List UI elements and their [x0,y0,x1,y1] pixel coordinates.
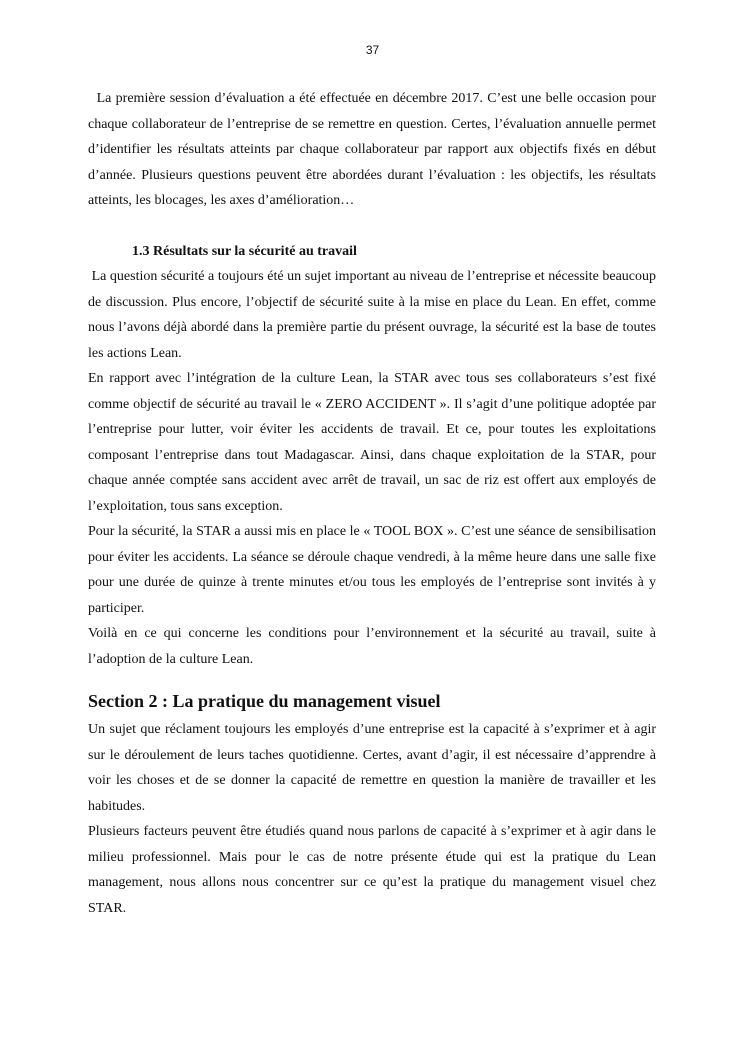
page-body [88,86,660,921]
paragraph-safety-conclusion: Voilà en ce qui concerne les conditions pour l’environnement et la sécurité au travail, suite à l’adoption de la culture Lean. [88,626,656,667]
section-title: Section 2 : La pratique du management visuel [88,691,441,711]
section-gap [88,672,656,681]
paragraph-visual-management-focus: Plusieurs facteurs peuvent être étudiés quand nous parlons de capacité à s’exprimer et à agir dans le milieu professionnel. Mais pour le cas de notre présente étude qui est la pratique du Lean management, nous allons nous concentrer sur ce qu’est la pratique du management visuel chez STAR. [88,824,656,916]
paragraph-tool-box: Pour la sécurité, la STAR a aussi mis en place le « TOOL BOX ». C’est une séance de sensibilisation pour éviter les accidents. La séance se déroule chaque vendredi, à la même heure dans une salle fixe pour une durée de quinze à trente minutes et/ou tous les employés de l’entreprise sont invités à y participer. [88,524,656,616]
paragraph-safety-importance: La question sécurité a toujours été un sujet important au niveau de l’entreprise et nécessite beaucoup de discussion. Plus encore, l’objectif de sécurité suite à la mise en place du Lean. En effet, comme nous l’avons déjà abordé dans la première partie du présent ouvrage, la sécurité est la base de toutes les actions Lean. [88,269,660,361]
blank-line [88,214,656,239]
paragraph-zero-accident: En rapport avec l’intégration de la culture Lean, la STAR avec tous ses collaborateurs s’est fixé comme objectif de sécurité au travail le « ZERO ACCIDENT ». Il s’agit d’une politique adoptée par l’entreprise pour lutter, voir éviter les accidents de travail. Et ce, pour toutes les exploitations composant l’entreprise dans tout Madagascar. Ainsi, dans chaque exploitation de la STAR, pour chaque année comptée sans accident avec arrêt de travail, un sac de riz est offert aux employés de l’exploitation, tous sans exception. [88,371,656,514]
subsection-title: 1.3 Résultats sur la sécurité au travail [132,243,357,259]
paragraph-employee-expression: Un sujet que réclament toujours les employés d’une entreprise est la capacité à s’exprimer et à agir sur le déroulement de leurs taches quotidienne. Certes, avant d’agir, il est nécessaire d’apprendre à voir les choses et de se donner la capacité de remettre en question la manière de travailler et les habitudes. [88,722,656,814]
page-number: 37 [365,43,380,57]
paragraph-evaluation-session: La première session d’évaluation a été effectuée en décembre 2017. C’est une belle occasion pour chaque collaborateur de l’entreprise de se remettre en question. Certes, l’évaluation annuelle permet d’identifier les résultats atteints par chaque collaborateur par rapport aux objectifs fixés en début d’année. Plusieurs questions peuvent être abordées durant l’évaluation : les objectifs, les résultats atteints, les blocages, les axes d’amélioration… [88,91,660,208]
